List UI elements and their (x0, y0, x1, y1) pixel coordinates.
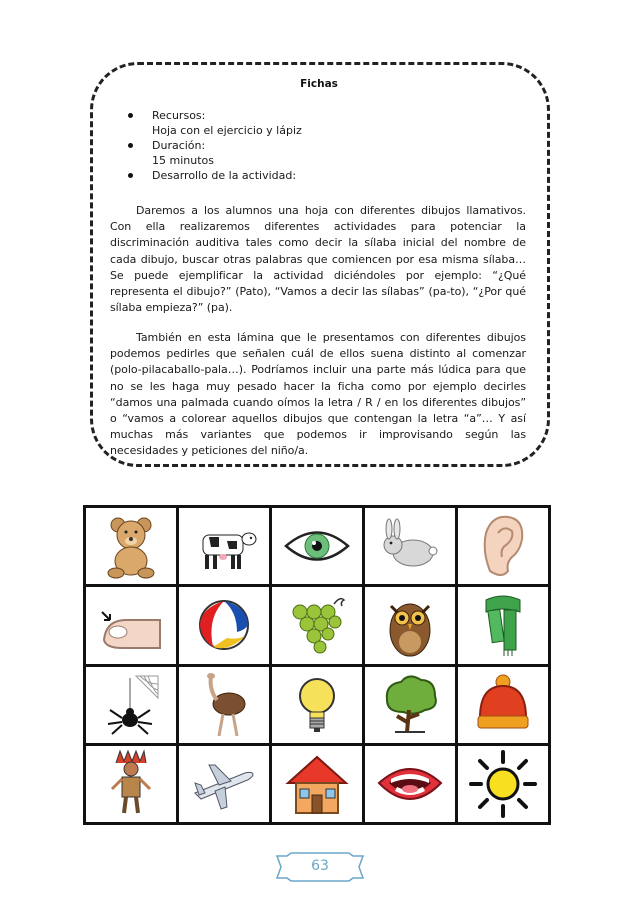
cell-grapes (272, 587, 362, 663)
cell-cow (179, 508, 269, 584)
finger-icon (96, 590, 166, 660)
house-icon (282, 749, 352, 819)
cell-light-bulb (272, 667, 362, 743)
teddy-bear-icon (96, 511, 166, 581)
page-number: 63 (311, 858, 329, 874)
native-american-icon (96, 749, 166, 819)
cell-mouth (365, 746, 455, 822)
scarf-icon (468, 590, 538, 660)
bullet-label: Duración: (152, 139, 206, 152)
bullet-label: Recursos: (152, 109, 206, 122)
bullet-development (122, 168, 522, 183)
bullet-duration-detail: 15 minutos (152, 154, 214, 167)
cell-ostrich (179, 667, 269, 743)
cell-ear (458, 508, 548, 584)
ear-icon (468, 511, 538, 581)
bullet-resources-detail: Hoja con el ejercicio y lápiz (152, 124, 302, 137)
activity-bullets (122, 108, 522, 183)
cell-wool-hat (458, 667, 548, 743)
page-number-badge (275, 852, 365, 882)
bullet-label: Desarrollo de la actividad: (152, 169, 297, 182)
cell-owl (365, 587, 455, 663)
cell-house (272, 746, 362, 822)
mouth-icon (375, 749, 445, 819)
rabbit-icon (375, 511, 445, 581)
section-title: Fichas (300, 78, 338, 90)
ostrich-icon (189, 670, 259, 740)
beach-ball-icon (189, 590, 259, 660)
cell-rabbit (365, 508, 455, 584)
picture-grid (83, 505, 551, 825)
spider-icon (96, 670, 166, 740)
sun-icon (468, 749, 538, 819)
cell-eye (272, 508, 362, 584)
cell-finger (86, 587, 176, 663)
bullet-duration (122, 138, 522, 153)
tree-icon (375, 670, 445, 740)
wool-hat-icon (468, 670, 538, 740)
paragraph-1: Daremos a los alumnos una hoja con diferentes dibujos llamativos. Con ella realizaremos diferentes actividades para potenciar la discriminación auditiva tales como decir la sílaba inicial del nombre de cada dibujo, buscar otras palabras que comiencen por esa misma sílaba… Se puede ejemplificar la actividad diciéndoles por ejemplo: “¿Qué representa el dibujo?” (Pato), “Vamos a decir las sílabas” (pa-to), “¿Por qué sílaba empieza?” (pa). (110, 204, 526, 315)
cell-sun (458, 746, 548, 822)
bullet-dot (128, 143, 133, 148)
bullet-dot (128, 173, 133, 178)
cell-airplane (179, 746, 269, 822)
owl-icon (375, 590, 445, 660)
paragraph-2: También en esta lámina que le presentamos con diferentes dibujos podemos pedirles que señalen cuál de ellos suena distinto al comenzar (polo-pilacaballo-pala…). Podríamos incluir una parte más lúdica para que no se les haga muy pesado hacer la ficha como por ejemplo decirles “damos una palmada cuando oímos la letra / R / en los diferentes dibujos” o “vamos a colorear aquellos dibujos que contengan la letra “a”… Y así muchas más variantes que podemos ir improvisando según las necesidades y peticiones del niño/a. (110, 331, 526, 458)
cell-beach-ball (179, 587, 269, 663)
cell-tree (365, 667, 455, 743)
cell-scarf (458, 587, 548, 663)
bullet-dot (128, 113, 133, 118)
grapes-icon (282, 590, 352, 660)
airplane-icon (189, 749, 259, 819)
cell-teddy-bear (86, 508, 176, 584)
cell-spider (86, 667, 176, 743)
bullet-resources (122, 108, 522, 123)
eye-icon (282, 511, 352, 581)
cow-icon (189, 511, 259, 581)
cell-native-american (86, 746, 176, 822)
light-bulb-icon (282, 670, 352, 740)
